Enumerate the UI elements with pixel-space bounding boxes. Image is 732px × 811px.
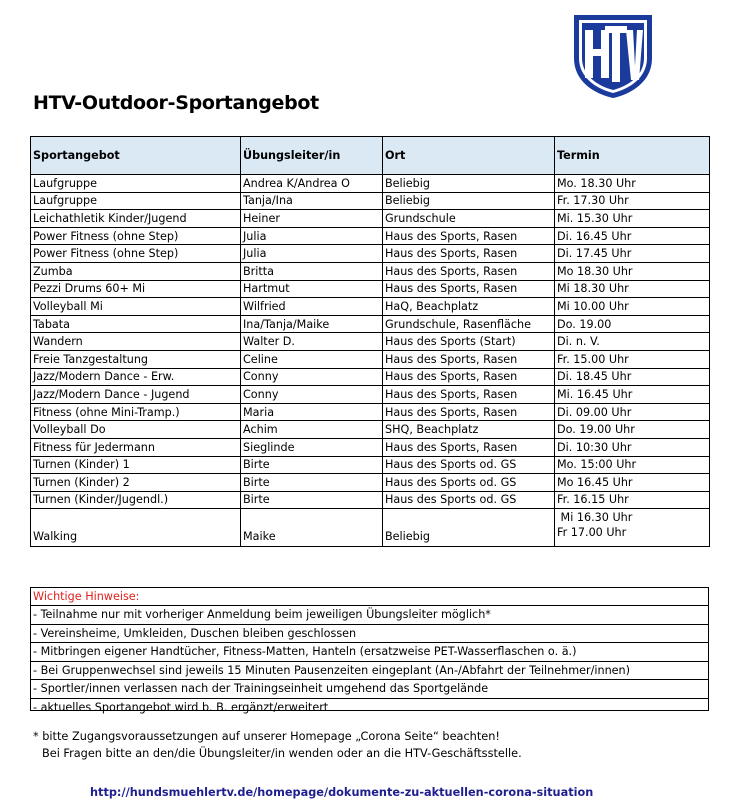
cell-sportangebot: Turnen (Kinder/Jugendl.)	[31, 491, 241, 509]
cell-ort: Haus des Sports, Rasen	[383, 386, 555, 404]
cell-uebungsleiter: Tanja/Ina	[241, 192, 383, 210]
cell-sportangebot: Fitness (ohne Mini-Tramp.)	[31, 403, 241, 421]
page-title: HTV-Outdoor-Sportangebot	[33, 92, 319, 114]
table-row	[31, 403, 710, 421]
cell-termin: Di. 16.45 Uhr	[555, 227, 710, 245]
note-item: - Vereinsheime, Umkleiden, Duschen bleiben geschlossen	[31, 624, 708, 643]
table-row	[31, 333, 710, 351]
col-header-termin: Termin	[555, 137, 710, 175]
table-row	[31, 350, 710, 368]
cell-ort: Beliebig	[383, 509, 555, 547]
cell-ort: Beliebig	[383, 175, 555, 193]
table-row	[31, 509, 710, 547]
schedule-table	[30, 136, 710, 547]
cell-termin: Di. 17.45 Uhr	[555, 245, 710, 263]
cell-sportangebot: Laufgruppe	[31, 192, 241, 210]
cell-ort: Haus des Sports, Rasen	[383, 245, 555, 263]
table-row	[31, 245, 710, 263]
table-row	[31, 368, 710, 386]
cell-termin: Fr. 15.00 Uhr	[555, 350, 710, 368]
cell-termin: Do. 19.00	[555, 315, 710, 333]
table-row	[31, 491, 710, 509]
cell-ort: Haus des Sports, Rasen	[383, 262, 555, 280]
cell-ort: Haus des Sports od. GS	[383, 491, 555, 509]
table-row	[31, 298, 710, 316]
cell-uebungsleiter: Celine	[241, 350, 383, 368]
cell-termin: Mo. 15:00 Uhr	[555, 456, 710, 474]
cell-sportangebot: Freie Tanzgestaltung	[31, 350, 241, 368]
table-row	[31, 262, 710, 280]
cell-ort: Grundschule	[383, 210, 555, 228]
cell-sportangebot: Power Fitness (ohne Step)	[31, 245, 241, 263]
note-item: - Mitbringen eigener Handtücher, Fitness-Matten, Hanteln (ersatzweise PET-Wasserflaschen o. ä.)	[31, 642, 708, 661]
table-header-row	[31, 137, 710, 175]
cell-termin: Mi 18.30 Uhr	[555, 280, 710, 298]
cell-uebungsleiter: Sieglinde	[241, 438, 383, 456]
cell-sportangebot: Leichathletik Kinder/Jugend	[31, 210, 241, 228]
cell-sportangebot: Power Fitness (ohne Step)	[31, 227, 241, 245]
cell-sportangebot: Fitness für Jedermann	[31, 438, 241, 456]
cell-termin: Mo. 18.30 Uhr	[555, 175, 710, 193]
cell-sportangebot: Volleyball Do	[31, 421, 241, 439]
cell-uebungsleiter: Ina/Tanja/Maike	[241, 315, 383, 333]
cell-sportangebot: Jazz/Modern Dance - Erw.	[31, 368, 241, 386]
note-item: - Teilnahme nur mit vorheriger Anmeldung beim jeweiligen Übungsleiter möglich*	[31, 605, 708, 624]
cell-termin: Di. 09.00 Uhr	[555, 403, 710, 421]
cell-ort: Haus des Sports, Rasen	[383, 438, 555, 456]
cell-termin: Mo 18.30 Uhr	[555, 262, 710, 280]
cell-termin: Di. 18.45 Uhr	[555, 368, 710, 386]
cell-sportangebot: Zumba	[31, 262, 241, 280]
important-notes-box	[30, 587, 709, 714]
cell-uebungsleiter: Maike	[241, 509, 383, 547]
cell-uebungsleiter: Conny	[241, 368, 383, 386]
cell-ort: Haus des Sports (Start)	[383, 333, 555, 351]
table-row	[31, 421, 710, 439]
cell-termin: Do. 19.00 Uhr	[555, 421, 710, 439]
cell-uebungsleiter: Maria	[241, 403, 383, 421]
cell-termin: Fr. 17.30 Uhr	[555, 192, 710, 210]
cell-uebungsleiter: Julia	[241, 245, 383, 263]
cell-sportangebot: Turnen (Kinder) 2	[31, 474, 241, 492]
table-row	[31, 438, 710, 456]
cell-sportangebot: Walking	[31, 509, 241, 547]
table-row	[31, 315, 710, 333]
cell-sportangebot: Laufgruppe	[31, 175, 241, 193]
cell-termin: Di. n. V.	[555, 333, 710, 351]
cell-sportangebot: Volleyball Mi	[31, 298, 241, 316]
cell-termin: Mi 16.30 Uhr Fr 17.00 Uhr	[555, 509, 710, 547]
note-item: - Sportler/innen verlassen nach der Trainingseinheit umgehend das Sportgelände	[31, 679, 708, 698]
cell-termin: Mi. 15.30 Uhr	[555, 210, 710, 228]
table-row	[31, 175, 710, 193]
cell-uebungsleiter: Heiner	[241, 210, 383, 228]
cell-uebungsleiter: Birte	[241, 456, 383, 474]
notes-heading: Wichtige Hinweise:	[33, 590, 140, 603]
footnote	[33, 728, 522, 762]
cell-uebungsleiter: Britta	[241, 262, 383, 280]
table-row	[31, 227, 710, 245]
shield-icon	[571, 12, 655, 100]
corona-page-link[interactable]: http://hundsmuehlertv.de/homepage/dokumente-zu-aktuellen-corona-situation	[90, 786, 594, 799]
cell-ort: Haus des Sports, Rasen	[383, 403, 555, 421]
cell-ort: Haus des Sports od. GS	[383, 456, 555, 474]
col-header-uebungsleiter: Übungsleiter/in	[241, 137, 383, 175]
cell-sportangebot: Wandern	[31, 333, 241, 351]
cell-termin: Mo 16.45 Uhr	[555, 474, 710, 492]
cell-termin: Di. 10:30 Uhr	[555, 438, 710, 456]
cell-uebungsleiter: Hartmut	[241, 280, 383, 298]
cell-uebungsleiter: Andrea K/Andrea O	[241, 175, 383, 193]
table-row	[31, 192, 710, 210]
cell-termin: Mi 10.00 Uhr	[555, 298, 710, 316]
cell-ort: Grundschule, Rasenfläche	[383, 315, 555, 333]
cell-sportangebot: Jazz/Modern Dance - Jugend	[31, 386, 241, 404]
cell-uebungsleiter: Wilfried	[241, 298, 383, 316]
table-row	[31, 280, 710, 298]
cell-uebungsleiter: Achim	[241, 421, 383, 439]
cell-ort: Haus des Sports, Rasen	[383, 368, 555, 386]
htv-logo	[571, 12, 655, 100]
note-item: - Bei Gruppenwechsel sind jeweils 15 Minuten Pausenzeiten eingeplant (An-/Abfahrt der Teilnehmer/innen)	[31, 661, 708, 680]
cell-ort: Haus des Sports od. GS	[383, 474, 555, 492]
col-header-ort: Ort	[383, 137, 555, 175]
note-item: - aktuelles Sportangebot wird b. B. ergänzt/erweitert	[31, 698, 708, 717]
table-row	[31, 456, 710, 474]
cell-ort: Haus des Sports, Rasen	[383, 280, 555, 298]
cell-termin: Mi. 16.45 Uhr	[555, 386, 710, 404]
cell-sportangebot: Turnen (Kinder) 1	[31, 456, 241, 474]
cell-termin: Fr. 16.15 Uhr	[555, 491, 710, 509]
cell-sportangebot: Tabata	[31, 315, 241, 333]
table-row	[31, 210, 710, 228]
cell-ort: Haus des Sports, Rasen	[383, 350, 555, 368]
cell-uebungsleiter: Birte	[241, 491, 383, 509]
cell-ort: Beliebig	[383, 192, 555, 210]
cell-ort: HaQ, Beachplatz	[383, 298, 555, 316]
footnote-line-2: Bei Fragen bitte an den/die Übungsleiter/in wenden oder an die HTV-Geschäftsstelle.	[42, 747, 522, 760]
cell-ort: SHQ, Beachplatz	[383, 421, 555, 439]
col-header-sportangebot: Sportangebot	[31, 137, 241, 175]
table-row	[31, 386, 710, 404]
cell-uebungsleiter: Conny	[241, 386, 383, 404]
cell-sportangebot: Pezzi Drums 60+ Mi	[31, 280, 241, 298]
cell-uebungsleiter: Julia	[241, 227, 383, 245]
footnote-line-1: * bitte Zugangsvoraussetzungen auf unserer Homepage „Corona Seite“ beachten!	[33, 730, 500, 743]
cell-ort: Haus des Sports, Rasen	[383, 227, 555, 245]
cell-uebungsleiter: Walter D.	[241, 333, 383, 351]
cell-uebungsleiter: Birte	[241, 474, 383, 492]
table-row	[31, 474, 710, 492]
